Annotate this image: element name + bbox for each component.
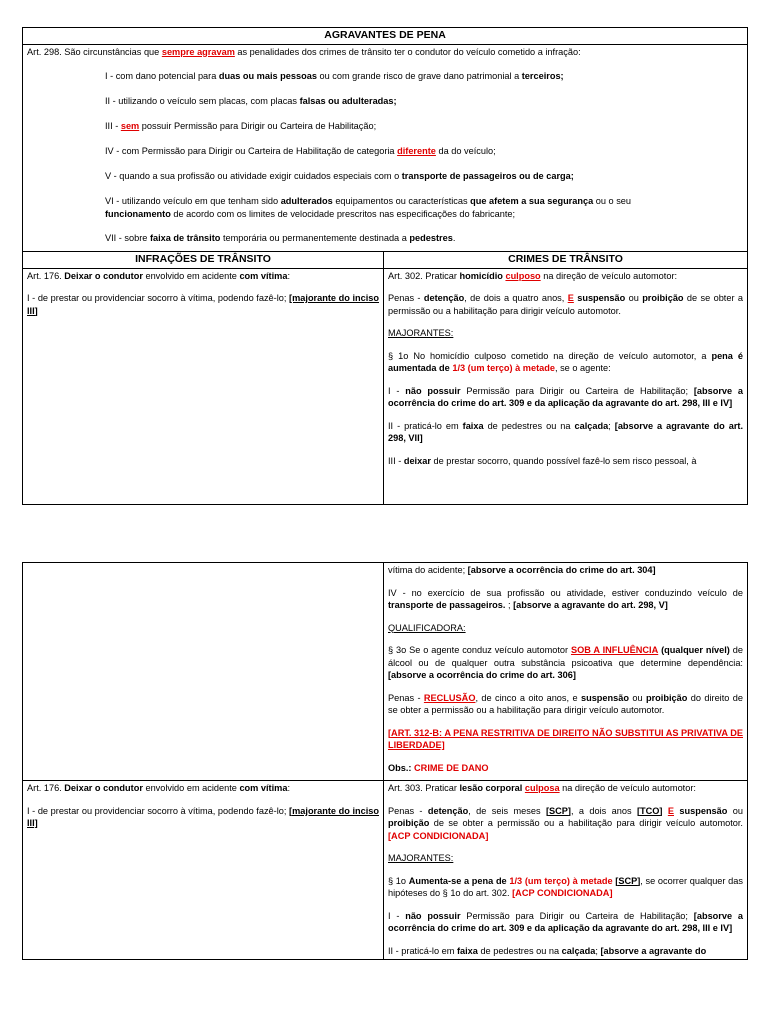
art-302-heading: Art. 302. Praticar homicídio culposo na direção de veículo automotor:: [388, 270, 678, 281]
art-302-paragraph-3: § 3o Se o agente conduz veículo automotor SOB A INFLUÊNCIA (qualquer nível) de álcool ou de qualquer outra substância psicoativa que determine dependência: [absorve a ocorrência do crime do art. 306]: [388, 645, 743, 680]
art-302-penalties: Penas - detenção, de dois a quatro anos, E suspensão ou proibição de se obter a permissão ou a habilitação para dirigir veículo automotor.: [388, 293, 744, 316]
item-v: V - quando a sua profissão ou atividade exigir cuidados especiais com o transporte de passageiros ou de carga;: [105, 171, 574, 181]
aggravating-penalties-table: [22, 27, 748, 505]
observation: Obs.: CRIME DE DANO: [388, 762, 489, 773]
art-303-heading: Art. 303. Praticar lesão corporal culposa na direção de veículo automotor:: [388, 783, 696, 793]
crimes-continuation-table: [22, 562, 748, 960]
item-vi: VI - utilizando veículo em que tenham sido adulterados equipamentos ou características que afetem a sua segurança ou o seu funcionamento de acordo com os limites de velocidade prescritos nas especificações do fabricante;: [105, 196, 632, 219]
column-header-crimes: CRIMES DE TRÂNSITO: [384, 252, 748, 269]
art-303-paragraph-1: § 1o Aumenta-se a pena de 1/3 (um terço) à metade [SCP], se ocorrer qualquer das hipóteses do § 1o do art. 302. [ACP CONDICIONADA]: [388, 875, 743, 898]
item-iv: IV - com Permissão para Dirigir ou Carteira de Habilitação de categoria diferente da do veículo;: [105, 146, 496, 156]
qualificadora-label: QUALIFICADORA:: [388, 622, 466, 633]
item-ii: II - utilizando o veículo sem placas, com placas falsas ou adulteradas;: [105, 96, 397, 106]
infraction-cell: [23, 268, 384, 504]
art-298-cell: [23, 44, 748, 252]
majorante-iii-continued: vítima do acidente; [absorve a ocorrência do crime do art. 304]: [388, 565, 656, 575]
majorantes-label: MAJORANTES:: [388, 328, 454, 338]
item-iii: III - sem possuir Permissão para Dirigir ou Carteira de Habilitação;: [105, 121, 377, 131]
art-176-heading: Art. 176. Deixar o condutor envolvido em acidente com vítima:: [27, 270, 290, 281]
majorante-i-2: I - não possuir Permissão para Dirigir ou Carteira de Habilitação; [absorve a ocorrência do crime do art. 309 e da aplicação da agravante do art. 298, III e IV]: [388, 910, 743, 933]
majorantes-label-2: MAJORANTES:: [388, 853, 454, 863]
item-i: I - com dano potencial para duas ou mais pessoas ou com grande risco de grave dano patrimonial a terceiros;: [105, 71, 564, 81]
art-303-penalties: Penas - detenção, de seis meses [SCP], a dois anos [TCO] E suspensão ou proibição de se obter a permissão ou a habilitação para dirigir veículo automotor. [ACP CONDICIONADA]: [388, 805, 743, 841]
crime-cell-art-302-continued: [384, 563, 748, 781]
art-176-inciso-i-2: I - de prestar ou providenciar socorro à vítima, podendo fazê-lo; [majorante do inciso III]: [27, 805, 379, 828]
reclusao-penalties: Penas - RECLUSÃO, de cinco a oito anos, e suspensão ou proibição do direito de se obter a permissão ou a habilitação para dirigir veículo automotor.: [388, 692, 743, 715]
empty-infraction-cell: [23, 563, 384, 781]
art-312b-note: [ART. 312-B: A PENA RESTRITIVA DE DIREITO NÃO SUBSTITUI AS PRIVATIVA DE LIBERDADE]: [388, 727, 743, 750]
crime-cell-art-302: [384, 268, 748, 504]
art-176-heading-2: Art. 176. Deixar o condutor envolvido em acidente com vítima:: [27, 783, 290, 793]
crime-cell-art-303: [384, 781, 748, 960]
item-vii: VII - sobre faixa de trânsito temporária ou permanentemente destinada a pedestres.: [105, 233, 456, 243]
majorante-iv: IV - no exercício de sua profissão ou atividade, estiver conduzindo veículo de transporte de passageiros. ; [absorve a agravante do art. 298, V]: [388, 587, 743, 610]
majorante-ii-2: II - praticá-lo em faixa de pedestres ou na calçada; [absorve a agravante do: [388, 945, 707, 956]
infraction-cell-2: [23, 781, 384, 960]
column-header-infractions: INFRAÇÕES DE TRÂNSITO: [23, 252, 384, 269]
majorante-ii: II - praticá-lo em faixa de pedestres ou na calçada; [absorve a agravante do art. 298, VII]: [388, 420, 744, 443]
art-298-intro: Art. 298. São circunstâncias que sempre agravam as penalidades dos crimes de trânsito ter o condutor do veículo cometido a infração:: [27, 46, 581, 57]
majorante-i: I - não possuir Permissão para Dirigir ou Carteira de Habilitação; [absorve a ocorrência do crime do art. 309 e da aplicação da agravante do art. 298, III e IV]: [388, 385, 744, 408]
table-title: AGRAVANTES DE PENA: [23, 28, 748, 45]
art-302-paragraph-1: § 1o No homicídio culposo cometido na direção de veículo automotor, a pena é aumentada de 1/3 (um terço) à metade, se o agente:: [388, 350, 743, 373]
art-176-inciso-i: I - de prestar ou providenciar socorro à vítima, podendo fazê-lo; [majorante do inciso III]: [27, 293, 379, 316]
majorante-iii: III - deixar de prestar socorro, quando possível fazê-lo sem risco pessoal, à: [388, 455, 697, 466]
